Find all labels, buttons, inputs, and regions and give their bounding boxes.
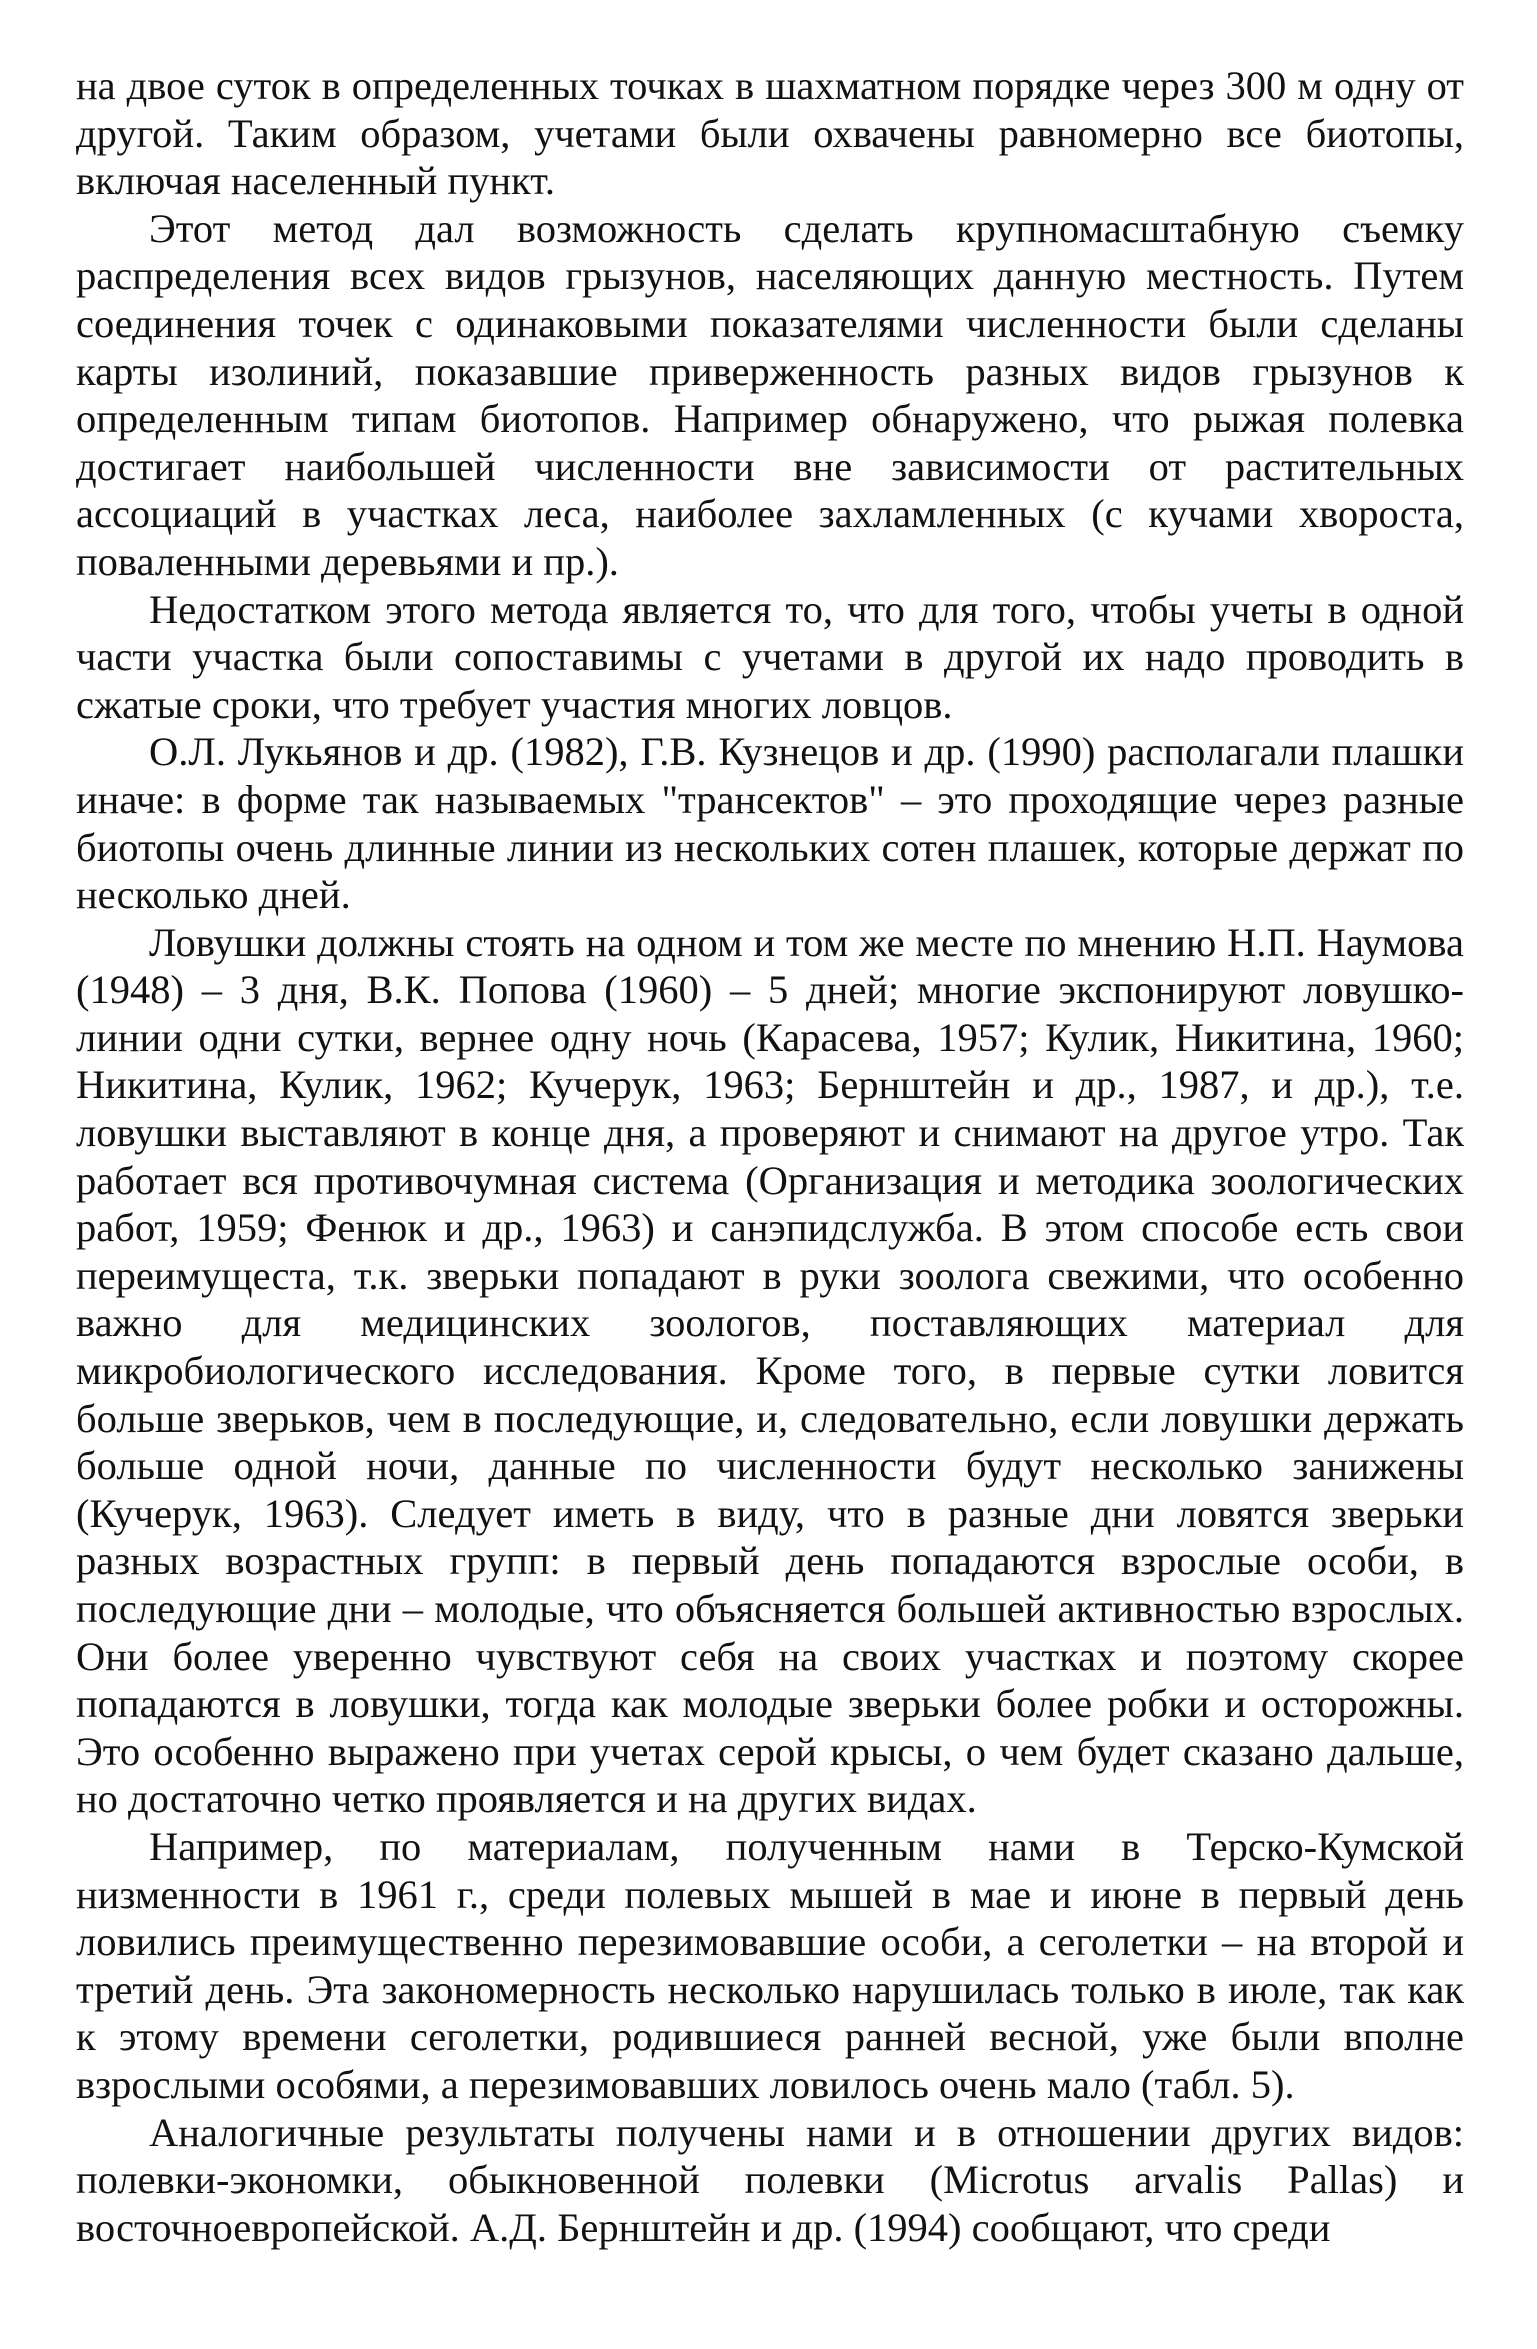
paragraph-1: на двое суток в определенных точках в шахматном порядке через 300 м одну от другой. Таким образом, учетами были охвачены равномерно все биотопы, включая населенный пункт. — [76, 63, 1464, 204]
paragraph-6: Например, по материалам, полученным нами в Терско-Кумской низменности в 1961 г., среди полевых мышей в мае и июне в первый день ловились преимущественно перезимовавшие особи, а сеголетки – на второй и третий день. Эта закономерность несколько нарушилась только в июле, так как к этому времени сеголетки, родившиеся ранней весной, уже были вполне взрослыми особями, а перезимовавших ловилось очень мало (табл. 5). — [76, 1823, 1464, 2107]
paragraph-7: Аналогичные результаты получены нами и в отношении других видов: полевки-экономки, обыкновенной полевки (Microtus arvalis Pallas) и восточноевропейской. А.Д. Бернштейн и др. (1994) сообщают, что среди — [76, 2109, 1464, 2250]
paragraph-5: Ловушки должны стоять на одном и том же месте по мнению Н.П. Наумова (1948) – 3 дня, В.К. Попова (1960) – 5 дней; многие экспонируют ловушко-линии одни сутки, вернее одну ночь (Карасева, 1957; Кулик, Никитина, 1960; Никитина, Кулик, 1962; Кучерук, 1963; Бернштейн и др., 1987, и др.), т.е. ловушки выставляют в конце дня, а проверяют и снимают на другое утро. Так работает вся противочумная система (Организация и методика зоологических работ, 1959; Фенюк и др., 1963) и санэпидслужба. В этом способе есть свои переимущеста, т.к. зверьки попадают в руки зоолога свежими, что особенно важно для медицинских зоологов, поставляющих материал для микробиологического исследования. Кроме того, в первые сутки ловится больше зверьков, чем в последующие, и, следовательно, если ловушки держать больше одной ночи, данные по численности будут несколько занижены (Кучерук, 1963). Следует иметь в виду, что в разные дни ловятся зверьки разных возрастных групп: в первый день попадаются взрослые особи, в последующие дни – молодые, что объясняется большей активностью взрослых. Они более уверенно чувствуют себя на своих участках и поэтому скорее попадаются в ловушки, тогда как молодые зверьки более робки и осторожны. Это особенно выражено при учетах серой крысы, о чем будет сказано дальше, но достаточно четко проявляется и на других видах. — [76, 919, 1464, 1822]
paragraph-3: Недостатком этого метода является то, что для того, чтобы учеты в одной части участка были сопоставимы с учетами в другой их надо проводить в сжатые сроки, что требует участия многих ловцов. — [76, 586, 1464, 727]
paragraph-4: О.Л. Лукьянов и др. (1982), Г.В. Кузнецов и др. (1990) располагали плашки иначе: в форме так называемых "трансектов" – это проходящие через разные биотопы очень длинные линии из нескольких сотен плашек, которые держат по несколько дней. — [76, 729, 1464, 918]
document-page — [76, 62, 1464, 2251]
paragraph-2: Этот метод дал возможность сделать крупномасштабную съемку распределения всех видов грызунов, населяющих данную местность. Путем соединения точек с одинаковыми показателями численности были сделаны карты изолиний, показавшие приверженность разных видов грызунов к определенным типам биотопов. Например обнаружено, что рыжая полевка достигает наибольшей численности вне зависимости от растительных ассоциаций в участках леса, наиболее захламленных (с кучами хвороста, поваленными деревьями и пр.). — [76, 205, 1464, 584]
